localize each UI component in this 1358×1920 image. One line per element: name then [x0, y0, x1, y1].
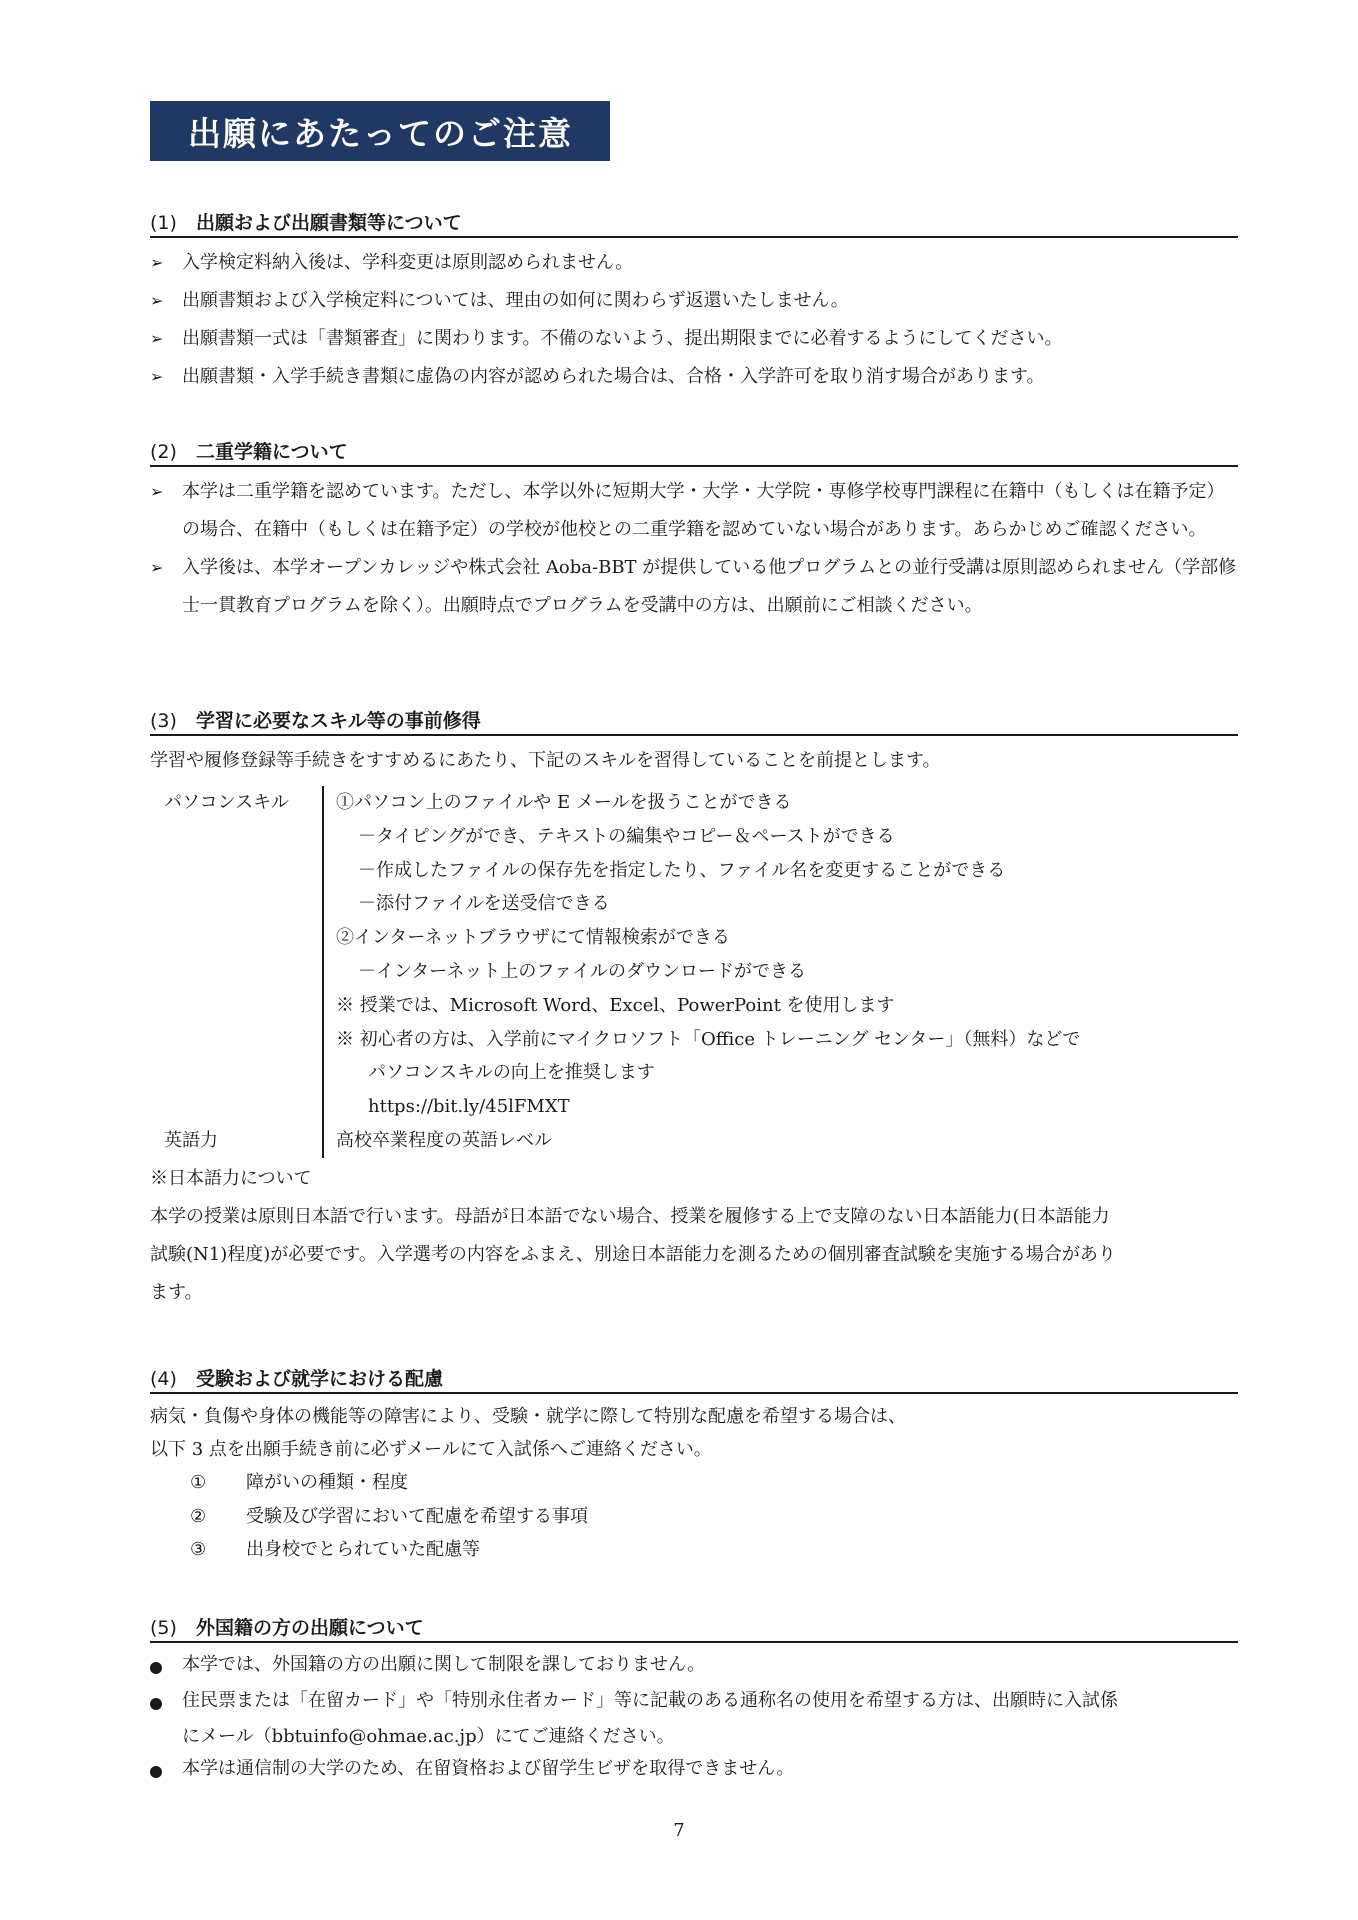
- section-number: (4): [150, 1368, 177, 1390]
- section-number: (3): [150, 710, 177, 732]
- skill-content-pc: ①パソコン上のファイルや E メールを扱うことができる －タイピングができ、テキストの編集やコピー＆ペーストができる －作成したファイルの保存先を指定したり、ファイル名を変更することができる －添付ファイルを送受信できる ②インターネットブラウザにて情報検索ができる －インターネット上のファイルのダウンロードができる ※ 授業では、Microsoft Word、Excel、PowerPoint を使用します ※ 初心者の方は、入学前にマイクロソフト「Office トレーニング センター」（無料）などで パソコンスキルの向上を推奨します https://bit.ly/45lFMXT: [324, 786, 1238, 1124]
- section-2: [150, 437, 1238, 625]
- filled-circle-bullet-icon: [150, 1662, 162, 1674]
- section-number: (1): [150, 212, 177, 234]
- section-intro: 以下 3 点を出願手続き前に必ずメールにて入試係へご連絡ください。: [150, 1439, 712, 1460]
- section-title: 出願および出願書類等について: [196, 212, 462, 234]
- skill-content-english: 高校卒業程度の英語レベル: [336, 1129, 552, 1151]
- list-item: ➢ 出願書類一式は「書類審査」に関わります。不備のないよう、提出期限までに必着するようにしてください。: [150, 320, 1238, 358]
- section-heading: [150, 1364, 1238, 1394]
- japanese-note-line: 試験(N1)程度)が必要です。入学選考の内容をふまえ、別途日本語能力を測るための個別審査試験を実施する場合があり: [150, 1243, 1116, 1265]
- list-item: ② 受験及び学習において配慮を希望する事項: [190, 1505, 588, 1527]
- url-link[interactable]: https://bit.ly/45lFMXT: [368, 1096, 570, 1118]
- section-intro: 病気・負傷や身体の機能等の障害により、受験・就学に際して特別な配慮を希望する場合は、: [150, 1406, 906, 1427]
- list-item: ➢ 出願書類および入学検定料については、理由の如何に関わらず返還いたしません。: [150, 282, 1238, 320]
- list-item: ➢ 出願書類・入学手続き書類に虚偽の内容が認められた場合は、合格・入学許可を取り消す場合があります。: [150, 358, 1238, 396]
- list-item: 住民票または「在留カード」や「特別永住者カード」等に記載のある通称名の使用を希望する方は、出願時に入試係: [150, 1685, 1238, 1721]
- arrowhead-bullet-icon: ➢: [150, 482, 164, 501]
- section-heading: [150, 706, 1238, 736]
- section-title: 受験および就学における配慮: [196, 1368, 444, 1390]
- page-title: 出願にあたってのご注意: [150, 101, 610, 161]
- arrowhead-bullet-icon: ➢: [150, 291, 164, 310]
- section-5: [150, 1613, 1238, 1789]
- arrowhead-bullet-icon: ➢: [150, 367, 164, 386]
- page-number: 7: [673, 1820, 685, 1841]
- section-heading: [150, 1613, 1238, 1643]
- list-item: ➢ 本学は二重学籍を認めています。ただし、本学以外に短期大学・大学・大学院・専修学校専門課程に在籍中（もしくは在籍予定）の場合、在籍中（もしくは在籍予定）の学校が他校との二重学籍を認めていない場合があります。あらかじめご確認ください。: [150, 473, 1238, 549]
- list-item: ③ 出身校でとられていた配慮等: [190, 1539, 480, 1560]
- list-item-continuation: にメール（bbtuinfo@ohmae.ac.jp）にてご連絡ください。: [182, 1726, 675, 1747]
- filled-circle-bullet-icon: [150, 1766, 162, 1778]
- list-item: 本学では、外国籍の方の出願に関して制限を課しておりません。: [150, 1649, 1238, 1685]
- skill-label-english: 英語力: [164, 1129, 218, 1151]
- japanese-note-line: ます。: [150, 1281, 203, 1303]
- skill-table: [150, 786, 1238, 1124]
- section-intro: 学習や履修登録等手続きをすすめるにあたり、下記のスキルを習得していることを前提とします。: [150, 750, 941, 771]
- list-item: 本学は通信制の大学のため、在留資格および留学生ビザを取得できません。: [150, 1753, 1238, 1789]
- skill-row-english: [150, 1124, 1238, 1158]
- section-heading: [150, 208, 1238, 238]
- filled-circle-bullet-icon: [150, 1698, 162, 1710]
- section-1: [150, 208, 1238, 396]
- arrowhead-bullet-icon: ➢: [150, 329, 164, 348]
- arrowhead-bullet-icon: ➢: [150, 558, 164, 577]
- arrowhead-bullet-icon: ➢: [150, 253, 164, 272]
- section-title: 学習に必要なスキル等の事前修得: [196, 710, 481, 732]
- section-title: 二重学籍について: [196, 441, 348, 463]
- section-number: (2): [150, 441, 177, 463]
- japanese-note-title: ※日本語力について: [150, 1167, 312, 1189]
- section-heading: [150, 437, 1238, 467]
- section-3: [150, 706, 1238, 1312]
- list-item: ➢ 入学後は、本学オープンカレッジや株式会社 Aoba-BBT が提供している他プログラムとの並行受講は原則認められません（学部修士一貫教育プログラムを除く）。出願時点でプログラムを受講中の方は、出願前にご相談ください。: [150, 549, 1238, 625]
- section-4: [150, 1364, 1238, 1567]
- japanese-note-line: 本学の授業は原則日本語で行います。母語が日本語でない場合、授業を履修する上で支障のない日本語能力(日本語能力: [150, 1205, 1110, 1227]
- skill-label-pc: パソコンスキル: [164, 792, 289, 813]
- list-item: ① 障がいの種類・程度: [190, 1472, 408, 1493]
- list-item: ➢ 入学検定料納入後は、学科変更は原則認められません。: [150, 244, 1238, 282]
- section-number: (5): [150, 1617, 177, 1639]
- section-title: 外国籍の方の出願について: [196, 1617, 424, 1639]
